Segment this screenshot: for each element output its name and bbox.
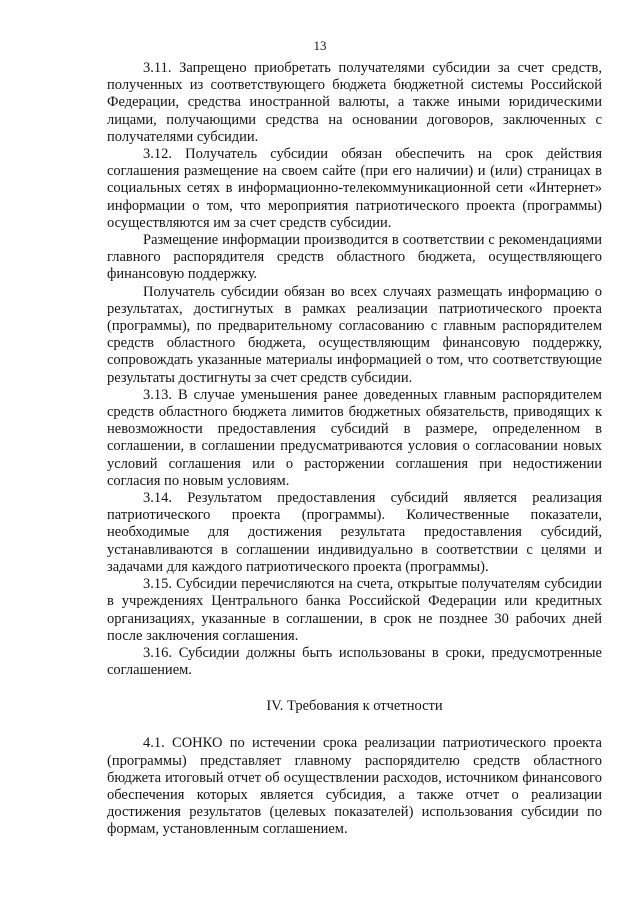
paragraph-4-1: 4.1. СОНКО по истечении срока реализации патриотического проекта (программы) представляет главному распорядителю средств областного бюджета итоговый отчет об осуществлении расходов, источником финансового обеспечения которых является субсидия, а также отчет о реализации достижения результатов (целевых показателей) использования субсидии по формам, установленным соглашением. bbox=[107, 735, 602, 838]
paragraph-3-12: 3.12. Получатель субсидии обязан обеспечить на срок действия соглашения размещение на своем сайте (при его наличии) и (или) страницах в социальных сетях в информационно-телекоммуникационной сети «Интернет» информации о том, что мероприятия патриотического проекта (программы) осуществляются им за счет средств субсидии. bbox=[107, 146, 602, 231]
paragraph-3-13: 3.13. В случае уменьшения ранее доведенных главным распорядителем средств областного бюджета лимитов бюджетных обязательств, приводящих к невозможности предоставления субсидий в размере, определенном в соглашении, в соглашении предусматриваются условия о согласовании новых условий соглашения или о расторжении соглашения при недостижении согласия по новым условиям. bbox=[107, 386, 602, 489]
paragraph-3-16: 3.16. Субсидии должны быть использованы в сроки, предусмотренные соглашением. bbox=[107, 644, 602, 679]
paragraph-3-15: 3.15. Субсидии перечисляются на счета, открытые получателям субсидии в учреждениях Центрального банка Российской Федерации или кредитных организациях, указанные в соглашении, в срок не позднее 30 рабочих дней после заключения соглашения. bbox=[107, 576, 602, 644]
paragraph-3-12-results: Получатель субсидии обязан во всех случаях размещать информацию о результатах, достигнутых в рамках реализации патриотического проекта (программы), по предварительному согласованию с главным распорядителем средств областного бюджета, осуществляющим финансовую поддержку, сопровождать указанные материалы информацией о том, что соответствующие результаты достигнуты за счет средств субсидии. bbox=[107, 283, 602, 386]
paragraph-3-14: 3.14. Результатом предоставления субсидий является реализация патриотического проекта (программы). Количественные показатели, необходимые для достижения результата предоставления субсидий, устанавливаются в соглашении индивидуально в соответствии с целями и задачами для каждого патриотического проекта (программы). bbox=[107, 490, 602, 575]
paragraph-3-11: 3.11. Запрещено приобретать получателями субсидии за счет средств, полученных из соответствующего бюджета бюджетной системы Российской Федерации, средства иностранной валюты, а также иными юридическими лицами, получающими средства на основании договоров, заключенных с получателями субсидии. bbox=[107, 60, 602, 145]
section-heading: IV. Требования к отчетности bbox=[266, 698, 443, 715]
paragraph-3-12-placement: Размещение информации производится в соответствии с рекомендациями главного распорядителя средств областного бюджета, осуществляющего финансовую поддержку. bbox=[107, 232, 602, 283]
document-body bbox=[107, 60, 602, 839]
page-number: 13 bbox=[313, 38, 327, 53]
